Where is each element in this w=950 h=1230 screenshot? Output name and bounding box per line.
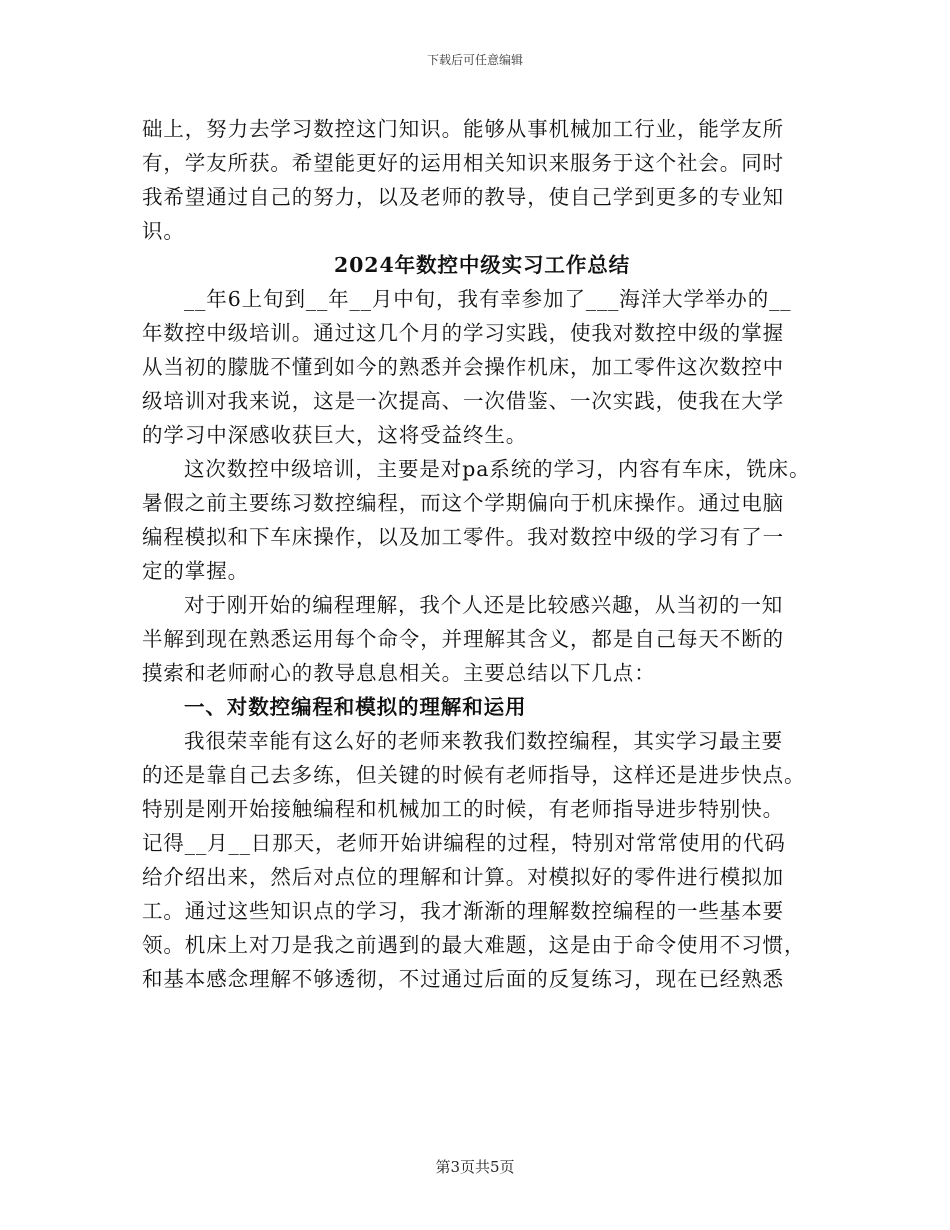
body-line: 摸索和老师耐心的教导息息相关。主要总结以下几点：	[142, 661, 656, 685]
body-line: 领。机床上对刀是我之前遇到的最大难题，这是由于命令使用不习惯，	[142, 933, 806, 957]
body-line: 记得__月__日那天，老师开始讲编程的过程，特别对常常使用的代码	[142, 831, 786, 855]
body-line: 础上，努力去学习数控这门知识。能够从事机械加工行业，能学友所	[142, 117, 784, 141]
body-line: 和基本感念理解不够透彻，不过通过后面的反复练习，现在已经熟悉	[142, 967, 784, 991]
body-line: 定的掌握。	[142, 559, 249, 583]
body-line: 给介绍出来，然后对点位的理解和计算。对模拟好的零件进行模拟加	[142, 865, 784, 889]
body-line: 级培训对我来说，这是一次提高、一次借鉴、一次实践，使我在大学	[142, 389, 784, 413]
body-line: 年数控中级培训。通过这几个月的学习实践，使我对数控中级的掌握	[142, 321, 784, 345]
document-body	[142, 112, 812, 996]
body-line: 半解到现在熟悉运用每个命令，并理解其含义，都是自己每天不断的	[142, 627, 784, 651]
paragraph-start-line: 这次数控中级培训，主要是对pa系统的学习，内容有车床，铣床。	[184, 457, 811, 481]
body-line: 的学习中深感收获巨大，这将受益终生。	[142, 423, 528, 447]
paragraph-start-line: 对于刚开始的编程理解，我个人还是比较感兴趣，从当初的一知	[184, 593, 784, 617]
subsection-heading: 一、对数控编程和模拟的理解和运用	[184, 695, 527, 719]
body-line: 识。	[142, 219, 185, 243]
body-line: 我希望通过自己的努力，以及老师的教导，使自己学到更多的专业知	[142, 185, 784, 209]
body-line: 特别是刚开始接触编程和机械加工的时候，有老师指导进步特别快。	[142, 797, 784, 821]
body-line: 编程模拟和下车床操作，以及加工零件。我对数控中级的学习有了一	[142, 525, 784, 549]
body-line: 工。通过这些知识点的学习，我才渐渐的理解数控编程的一些基本要	[142, 899, 784, 923]
paragraph-start-line: 我很荣幸能有这么好的老师来教我们数控编程，其实学习最主要	[184, 729, 784, 753]
paragraph-start-line: __年6上旬到__年__月中旬，我有幸参加了___海洋大学举办的__	[184, 287, 792, 311]
body-line: 有，学友所获。希望能更好的运用相关知识来服务于这个社会。同时	[142, 151, 784, 175]
body-line: 的还是靠自己去多练，但关键的时候有老师指导，这样还是进步快点。	[142, 763, 806, 787]
page-header: 下载后可任意编辑	[426, 53, 523, 67]
section-title: 2024年数控中级实习工作总结	[333, 253, 631, 277]
page-number-footer: 第3页共5页	[435, 1158, 515, 1176]
body-line: 暑假之前主要练习数控编程，而这个学期偏向于机床操作。通过电脑	[142, 491, 784, 515]
body-line: 从当初的朦胧不懂到如今的熟悉并会操作机床，加工零件这次数控中	[142, 355, 784, 379]
